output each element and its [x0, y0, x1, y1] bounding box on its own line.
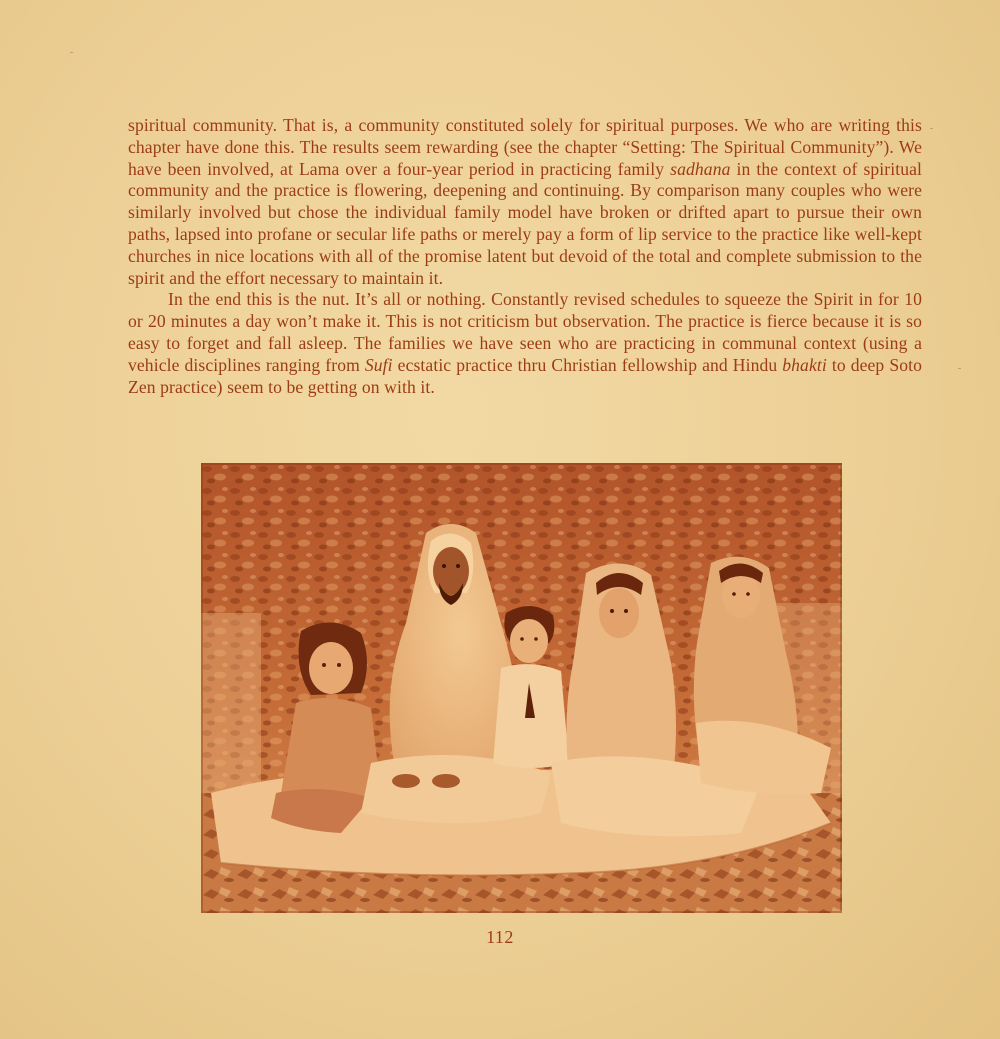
- paragraph-2-text-c: to deep Soto Zen practice) seem to be getting on with it.: [128, 354, 922, 397]
- italic-term-sufi: Sufi: [364, 354, 393, 375]
- paragraph-1: [128, 115, 922, 289]
- body-text: [128, 115, 922, 398]
- paragraph-2: [128, 289, 922, 398]
- photograph-illustration: [201, 463, 842, 913]
- paper-speck: [930, 128, 933, 129]
- paragraph-2-text-b: ecstatic practice thru Christian fellowship and Hindu: [392, 354, 783, 375]
- paragraph-2-text-a: In the end this is the nut. It’s all or nothing. Constantly revised schedules to squeeze the Spirit in for 10 or 20 minutes a day won’t make it. This is not criticism but observation. The practice is fierce because it is so easy to forget and fall asleep. The families we have seen who are practicing in communal context (using a vehicle disciplines ranging from: [128, 289, 922, 375]
- italic-term-bhakti: bhakti: [782, 354, 827, 375]
- page-number: 112: [486, 927, 514, 947]
- paragraph-1-text-a: spiritual community. That is, a community constituted solely for spiritual purposes. We who are writing this chapter have done this. The results seem rewarding (see the chapter “Setting: The Spiritual Community”). We have been involved, at Lama over a four-year period in practicing family: [128, 115, 922, 179]
- paper-speck: [958, 368, 961, 369]
- paragraph-1-text-b: in the context of spiritual community and the practice is flowering, deepening and continuing. By comparison many couples who were similarly involved but chose the individual family model have broken or drifted apart to pursue their own paths, lapsed into profane or secular life paths or merely pay a form of lip service to the practice like well-kept churches in nice locations with all of the promise latent but devoid of the total and complete submission to the spirit and the effort necessary to maintain it.: [128, 158, 923, 288]
- family-photograph: [201, 463, 842, 913]
- italic-term-sadhana: sadhana: [670, 158, 731, 179]
- paper-speck: [70, 52, 73, 53]
